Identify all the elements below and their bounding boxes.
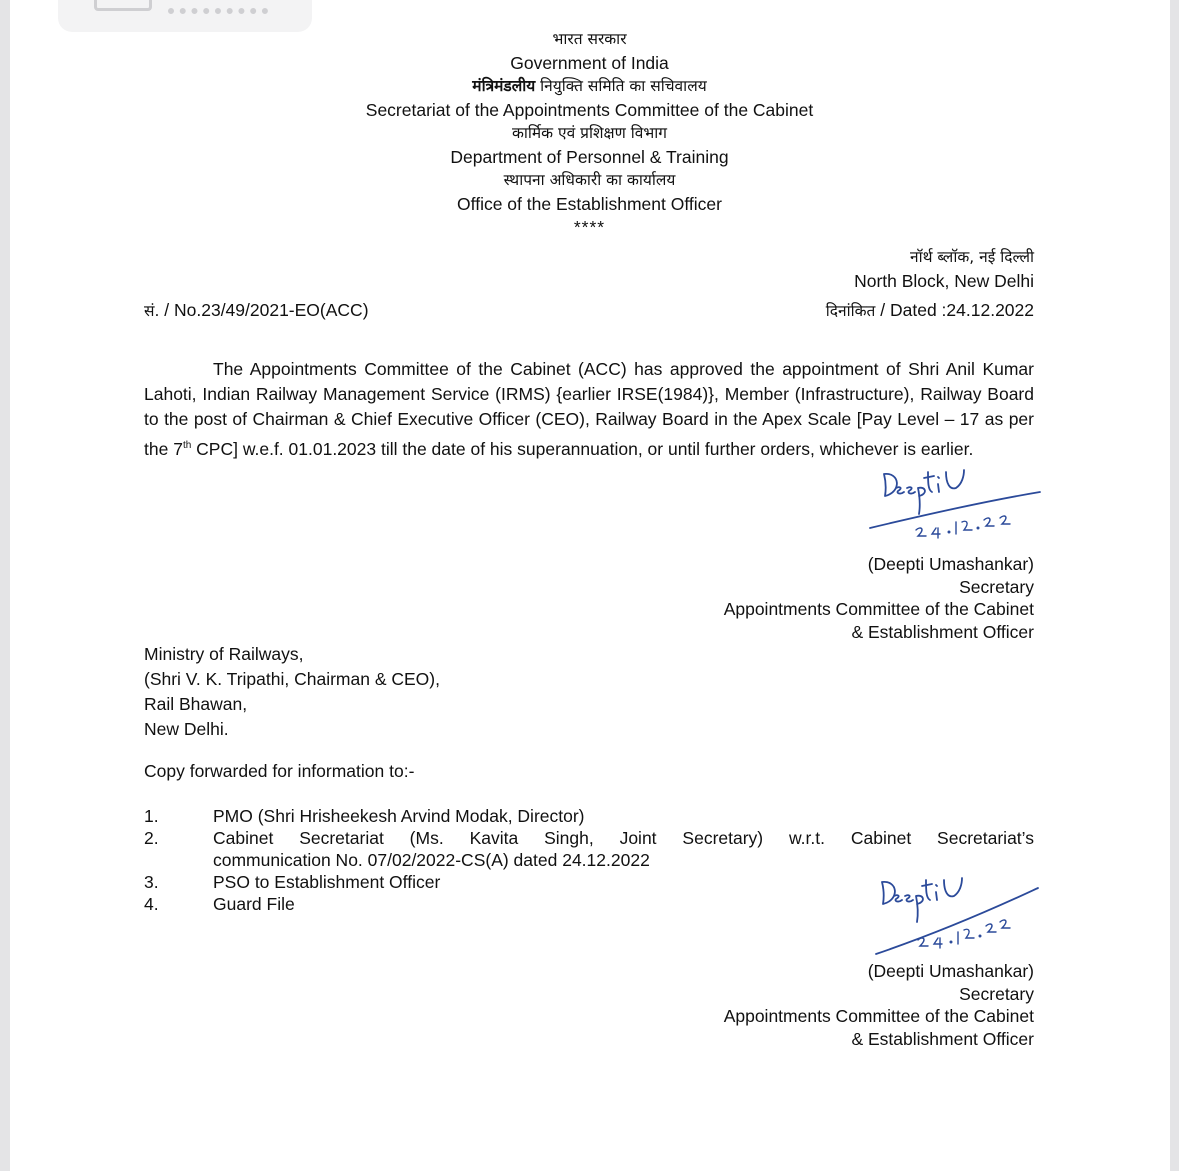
reference-date-value: / Dated :24.12.2022 [875,300,1034,320]
letterhead-government-en: Government of India [510,52,669,73]
list-item-text: Guard File [213,894,295,914]
more-icon [168,0,268,14]
signatory-block-1 [724,553,1034,643]
letterhead-secretariat-hi-bold: मंत्रिमंडलीय [472,77,536,95]
signatory-committee: Appointments Committee of the Cabinet [723,599,1034,619]
addressee-line-3: Rail Bhawan, [144,694,248,714]
addressee-line-4: New Delhi. [144,719,229,739]
list-item-number: 2. [144,828,159,848]
list-item-text-line-1: Cabinet Secretariat (Ms. Kavita Singh, Joint Secretary) w.r.t. Cabinet Secretariat’s [213,828,1034,848]
signatory-title: Secretary [959,576,1034,597]
share-icon [94,0,152,11]
letterhead [0,28,1179,240]
order-paragraph-part1: The Appointments Committee of the Cabinet (ACC) has approved the appointment of Shri Anil Kumar Lahoti, Indian Railway Management Service (IRMS) {earlier IRSE(1984)}, Member (Infrastructure), Railway Board to the post of Chairman & Chief Executive Officer (CEO), Railway Board in the Apex Scale [Pay Level – 17 as per the 7 [144,359,1034,459]
signatory-name: (Deepti Umashankar) [867,554,1034,574]
reference-number [144,299,369,321]
reference-date-hi: दिनांकित [825,302,876,320]
addressee-line-1: Ministry of Railways, [144,644,304,664]
letterhead-government-hi: भारत सरकार [552,30,627,48]
order-paragraph-superscript: th [182,439,192,451]
list-item-text-line-2: communication No. 07/02/2022-CS(A) dated 24.12.2022 [213,850,650,870]
letterhead-department-hi: कार्मिक एवं प्रशिक्षण विभाग [511,124,668,142]
addressee-line-2: (Shri V. K. Tripathi, Chairman & CEO), [144,669,440,689]
letterhead-department-en: Department of Personnel & Training [450,146,729,167]
letterhead-secretariat-en: Secretariat of the Appointments Committee of the Cabinet [365,99,814,120]
signatory-block-2 [724,960,1034,1050]
list-item [144,805,1034,827]
letterhead-stars: **** [573,217,606,237]
letterhead-office-en: Office of the Establishment Officer [457,193,722,214]
reference-number-value: / No.23/49/2021-EO(ACC) [159,300,369,320]
list-item-text: PMO (Shri Hrisheekesh Arvind Modak, Director) [213,806,585,826]
signatory-title: Secretary [959,983,1034,1004]
location-hi: नॉर्थ ब्लॉक, नई दिल्ली [909,248,1034,266]
location-en: North Block, New Delhi [854,270,1034,291]
signatory-office: & Establishment Officer [851,621,1034,642]
signatory-office: & Establishment Officer [851,1028,1034,1049]
list-item [144,827,1034,871]
signatory-committee: Appointments Committee of the Cabinet [723,1006,1034,1026]
reference-number-hi: सं. [144,302,160,320]
location-block [854,246,1034,293]
addressee-block [144,642,440,742]
list-item-number: 3. [144,872,159,892]
order-paragraph [144,357,1034,462]
list-item-number: 4. [144,894,159,914]
list-item-text: PSO to Establishment Officer [213,872,441,892]
signatory-name: (Deepti Umashankar) [867,961,1034,981]
letterhead-secretariat-hi-rest: नियुक्ति समिति का सचिवालय [535,77,707,95]
order-paragraph-part2: CPC] w.e.f. 01.01.2023 till the date of his superannuation, or until further orders, whichever is earlier. [191,438,974,459]
list-item-number: 1. [144,806,159,826]
copy-forwarded-heading: Copy forwarded for information to:- [144,761,415,781]
letterhead-secretariat-hi [0,75,1179,99]
handwritten-signature-1 [870,458,1045,553]
handwritten-signature-2 [868,866,1043,961]
reference-date [826,299,1034,321]
letterhead-office-hi: स्थापना अधिकारी का कार्यालय [503,171,676,189]
